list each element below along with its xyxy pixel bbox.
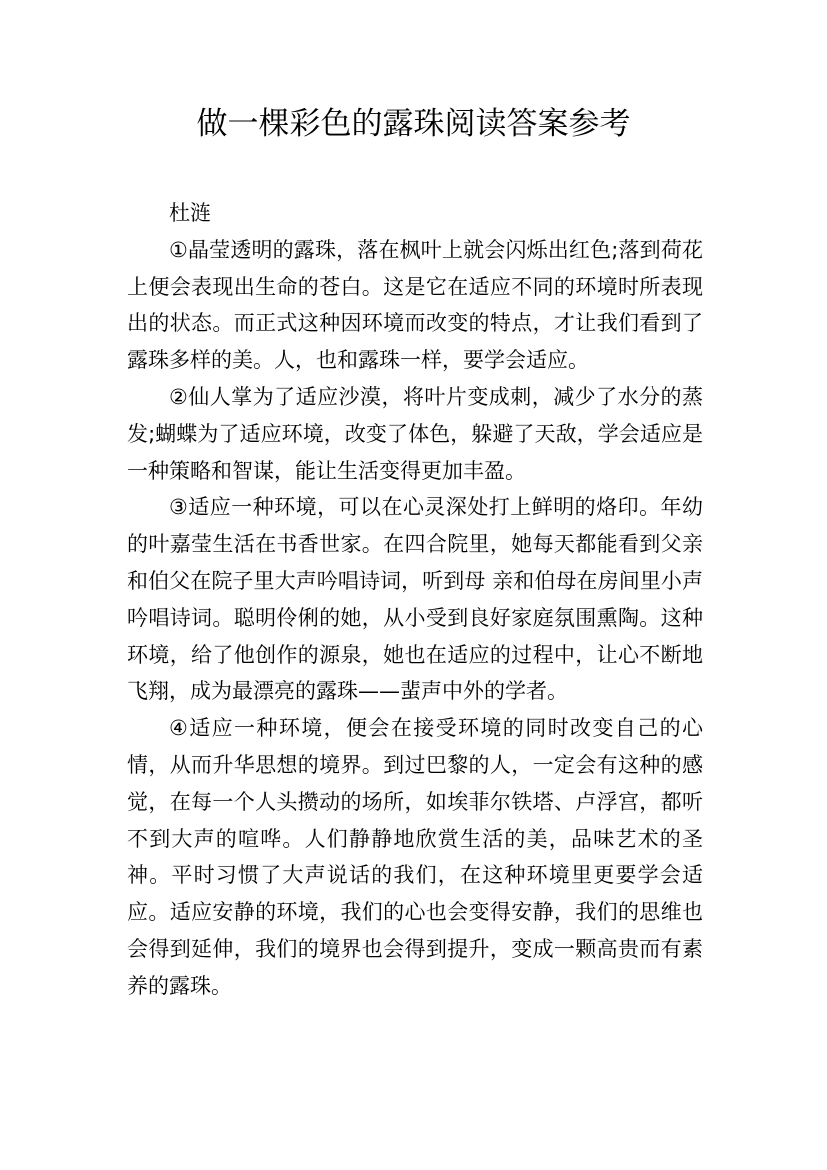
paragraph-2: ②仙人掌为了适应沙漠，将叶片变成刺，减少了水分的蒸发;蝴蝶为了适应环境，改变了体色，躲避了天敌，学会适应是一种策略和智谋，能让生活变得更加丰盈。 <box>127 384 703 483</box>
paragraph-3: ③适应一种环境，可以在心灵深处打上鲜明的烙印。年幼的叶嘉莹生活在书香世家。在四合院里，她每天都能看到父亲和伯父在院子里大声吟唱诗词，听到母 亲和伯母在房间里小声吟唱诗词。聪明伶俐的她，从小受到良好家庭氛围熏陶。这种环境，给了他创作的源泉，她也在适应的过程中，让心不断地飞翔，成为最漂亮的露珠——蜚声中外的学者。 <box>127 495 703 704</box>
paragraph-4: ④适应一种环境，便会在接受环境的同时改变自己的心情，从而升华思想的境界。到过巴黎的人，一定会有这种的感觉，在每一个人头攒动的场所，如埃菲尔铁塔、卢浮宫，都听不到大声的喧哗。人们静静地欣赏生活的美，品味艺术的圣神。平时习惯了大声说话的我们，在这种环境里更要学会适应。适应安静的环境，我们的心也会变得安静，我们的思维也会得到延伸，我们的境界也会得到提升，变成一颗高贵而有素养的露珠。 <box>127 716 703 998</box>
author-line: 杜涟 <box>169 201 211 225</box>
document-title: 做一棵彩色的露珠阅读答案参考 <box>196 106 631 142</box>
paragraph-1: ①晶莹透明的露珠，落在枫叶上就会闪烁出红色;落到荷花上便会表现出生命的苍白。这是它在适应不同的环境时所表现出的状态。而正式这种因环境而改变的特点，才让我们看到了露珠多样的美。人，也和露珠一样，要学会适应。 <box>127 237 703 373</box>
document-body <box>127 195 703 1005</box>
